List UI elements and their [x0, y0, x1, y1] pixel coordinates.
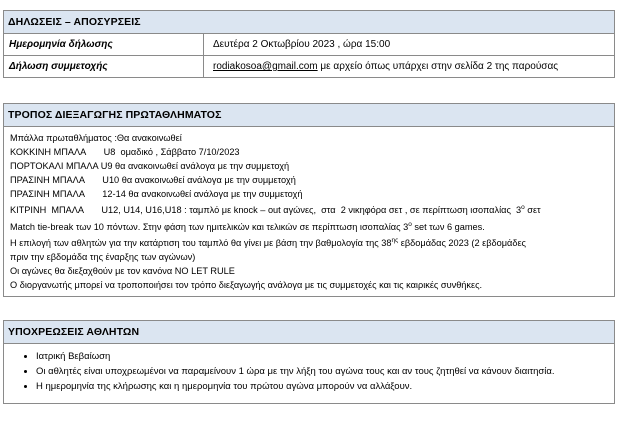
organizer-note-line: Ο διοργανωτής μπορεί να τροποποιήσει τον τρόπο διεξαγωγής ανάλογα με τις συμμετοχές και τις καιρικές συνθήκες.: [10, 280, 483, 291]
email-link[interactable]: rodiakosoa@gmail.com: [213, 61, 318, 72]
red-ball-line: ΚΟΚΚΙΝΗ ΜΠΑΛΑ U8 ομαδικό , Σάββατο 7/10/2023: [10, 147, 240, 158]
yellow-ball-text: ΚΙΤΡΙΝΗ ΜΠΑΛΑ U12, U14, U16,U18 : ταμπλό με knock – out αγώνες, στα 2 νικηφόρα σετ , σε περίπτωση ισοπαλίας 3: [10, 205, 522, 216]
no-let-rule-line: Οι αγώνες θα διεξαχθούν με τον κανόνα NO LET RULE: [10, 266, 235, 277]
declaration-date-label: Ημερομηνία δήλωσης: [4, 34, 204, 55]
selection-tail: εβδομάδας 2023 (2 εβδομάδες: [398, 237, 526, 248]
list-item: • Οι αθλητές είναι υποχρεωμένοι να παραμείνουν 1 ώρα με την λήξη του αγώνα τους και αν τους ζητηθεί να κάνουν διαιτησία.: [36, 365, 608, 378]
selection-sup: ης: [391, 236, 399, 244]
selection-text: Η επιλογή των αθλητών για την κατάρτιση του ταμπλό θα γίνει με βάση την βαθμολογία της 38: [10, 237, 392, 248]
participation-note: με αρχείο όπως υπάρχει στην σελίδα 2 της παρούσας: [317, 61, 559, 72]
tie-break-line: [10, 218, 608, 234]
yellow-ball-sup: ο: [521, 204, 525, 212]
tournament-format-section: [3, 103, 615, 297]
tie-break-sup: ο: [408, 220, 412, 228]
declaration-date-value: Δευτέρα 2 Οκτωβρίου 2023 , ώρα 15:00: [213, 39, 391, 50]
participation-row: [4, 56, 614, 77]
green-ball-12-14-line: ΠΡΑΣΙΝΗ ΜΠΑΛΑ 12-14 θα ανακοινωθεί ανάλογα με την συμμετοχή: [10, 189, 303, 200]
declaration-date-row: [4, 34, 614, 56]
athlete-obligations-section: [3, 320, 615, 404]
obligations-list: [10, 350, 608, 393]
tournament-format-body: [4, 127, 614, 296]
tie-break-tail: set των 6 games.: [411, 221, 485, 232]
yellow-ball-tail: σετ: [524, 205, 541, 216]
list-item: • Η ημερομηνία της κλήρωσης και η ημερομηνία του πρώτου αγώνα μπορούν να αλλάξουν.: [36, 380, 608, 393]
tie-break-text: Match tie-break των 10 πόντων. Στην φάση των ημιτελικών και τελικών σε περίπτωση ισοπαλίας 3: [10, 221, 409, 232]
selection-line: [10, 234, 608, 250]
tournament-format-header: ΤΡΟΠΟΣ ΔΙΕΞΑΓΩΓΗΣ ΠΡΩΤΑΘΛΗΜΑΤΟΣ: [4, 104, 614, 127]
athlete-obligations-header: ΥΠΟΧΡΕΩΣΕΙΣ ΑΘΛΗΤΩΝ: [4, 321, 614, 344]
orange-ball-line: ΠΟΡΤΟΚΑΛΙ ΜΠΑΛΑ U9 θα ανακοινωθεί ανάλογα με την συμμετοχή: [10, 161, 290, 172]
yellow-ball-line: [10, 201, 608, 217]
declarations-header: ΔΗΛΩΣΕΙΣ – ΑΠΟΣΥΡΣΕΙΣ: [4, 11, 614, 34]
ball-line: Μπάλλα πρωταθλήματος :Θα ανακοινωθεί: [10, 133, 182, 143]
athlete-obligations-body: [4, 344, 614, 403]
participation-label: Δήλωση συμμετοχής: [4, 56, 204, 77]
green-ball-u10-line: ΠΡΑΣΙΝΗ ΜΠΑΛΑ U10 θα ανακοινωθεί ανάλογα με την συμμετοχή: [10, 175, 296, 186]
declarations-section: [3, 10, 615, 78]
list-item: • Ιατρική Βεβαίωση: [36, 350, 608, 363]
selection-line-cont: πριν την εβδομάδα της έναρξης των αγώνων): [10, 251, 196, 262]
participation-value: [204, 56, 558, 77]
